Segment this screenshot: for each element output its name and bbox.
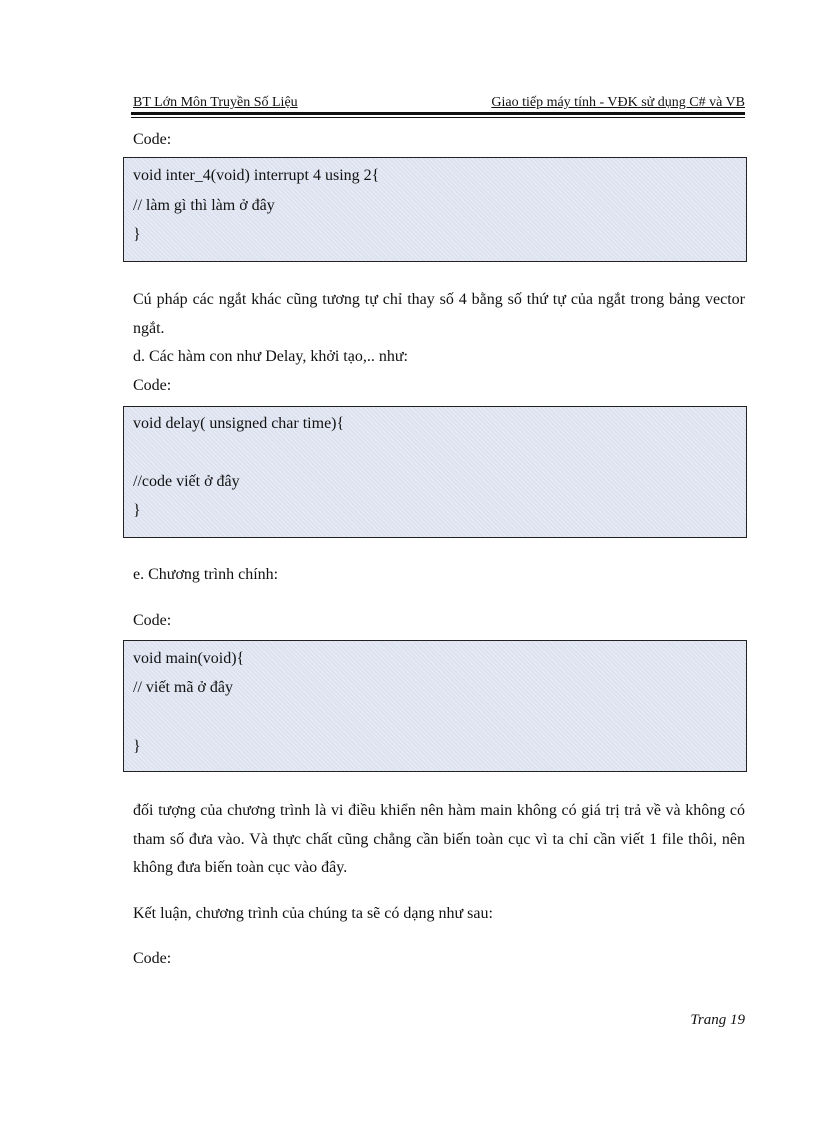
code-line: }	[133, 738, 141, 755]
header-course-title: BT Lớn Môn Truyền Số Liệu	[133, 95, 298, 110]
page-number: Trang 19	[690, 1012, 745, 1028]
code-line: // làm gì thì làm ở đây	[133, 197, 275, 214]
list-item-d: d. Các hàm con như Delay, khởi tạo,.. như:	[133, 348, 408, 365]
header-topic-title: Giao tiếp máy tính - VĐK sử dụng C# và VB	[491, 95, 745, 110]
code-label: Code:	[133, 377, 172, 394]
code-label: Code:	[133, 612, 172, 629]
list-item-e: e. Chương trình chính:	[133, 566, 279, 583]
header-rule-thin	[131, 117, 745, 118]
code-block-interrupt	[123, 157, 747, 262]
code-block-main	[123, 640, 747, 772]
paragraph-main-function: đối tượng của chương trình là vi điều khiển nên hàm main không có giá trị trả về và không có tham số đưa vào. Và thực chất cũng chẳng cần biến toàn cục vì ta chỉ cần viết 1 file thôi, nên không đưa biến toàn cục vào đây.	[133, 802, 745, 876]
code-line: }	[133, 226, 141, 243]
paragraph-interrupt-syntax: Cú pháp các ngắt khác cũng tương tự chỉ thay số 4 bằng số thứ tự của ngắt trong bảng vector ngắt.	[133, 291, 745, 337]
code-line: void delay( unsigned char time){	[133, 415, 345, 432]
paragraph-conclusion: Kết luận, chương trình của chúng ta sẽ có dạng như sau:	[133, 905, 493, 922]
code-label: Code:	[133, 131, 172, 148]
code-line: }	[133, 502, 141, 519]
code-line: void inter_4(void) interrupt 4 using 2{	[133, 167, 380, 184]
code-block-delay	[123, 406, 747, 538]
code-label: Code:	[133, 950, 172, 967]
header-rule-thick	[131, 112, 745, 115]
code-line: void main(void){	[133, 650, 245, 667]
code-line: // viết mã ở đây	[133, 679, 233, 696]
code-line: //code viết ở đây	[133, 473, 240, 490]
